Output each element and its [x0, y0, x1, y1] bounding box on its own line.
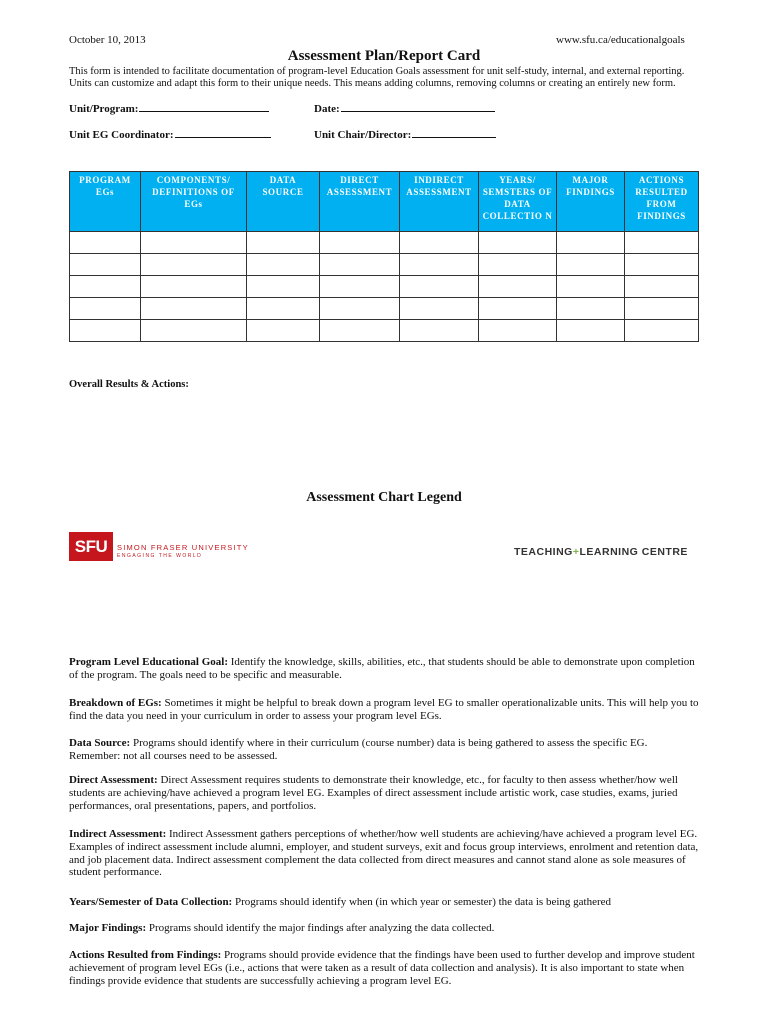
table-row [70, 320, 699, 342]
table-cell[interactable] [400, 276, 479, 298]
chair-line[interactable] [412, 127, 496, 138]
tlc-logo-part1: TEACHING [514, 546, 573, 558]
table-cell[interactable] [557, 320, 625, 342]
definition-text: Programs should identify when (in which year or semester) the data is being gathered [234, 896, 612, 908]
definition-term: Data Source: [69, 737, 131, 749]
col-direct-assessment: DIRECT ASSESSMENT [320, 172, 400, 232]
table-cell[interactable] [400, 232, 479, 254]
sfu-logo-tagline: ENGAGING THE WORLD [117, 553, 203, 559]
chair-field [314, 127, 496, 141]
legend-title: Assessment Chart Legend [306, 490, 462, 505]
table-cell[interactable] [479, 276, 557, 298]
definition-item [69, 922, 699, 935]
table-cell[interactable] [479, 254, 557, 276]
col-major-findings: MAJOR FINDINGS [557, 172, 625, 232]
table-cell[interactable] [141, 298, 247, 320]
table-cell[interactable] [247, 320, 320, 342]
definition-term: Program Level Educational Goal: [69, 656, 228, 668]
definition-item [69, 697, 699, 723]
table-cell[interactable] [247, 254, 320, 276]
table-cell[interactable] [141, 276, 247, 298]
table-cell[interactable] [70, 320, 141, 342]
date-label: Date: [314, 103, 340, 115]
table-cell[interactable] [479, 298, 557, 320]
table-cell[interactable] [70, 276, 141, 298]
table-cell[interactable] [557, 232, 625, 254]
header-date: October 10, 2013 [69, 34, 146, 46]
definition-term: Breakdown of EGs: [69, 697, 162, 709]
tlc-logo-part2: LEARNING CENTRE [579, 546, 688, 558]
definition-term: Major Findings: [69, 922, 147, 934]
definition-item [69, 896, 699, 909]
table-cell[interactable] [625, 298, 699, 320]
definition-term: Direct Assessment: [69, 774, 158, 786]
table-cell[interactable] [479, 232, 557, 254]
definition-text: Indirect Assessment gathers perceptions of whether/how well students are achieving/have achieved a program level EG. Examples of indirect assessment include alumni, employer, and student surveys, exit and focus group interviews, enrolment and retention data, and job placement data. Indirect assessment complement the data collected from direct measures and cannot stand alone as sole measures of student performance. [69, 828, 699, 879]
col-years-semesters: YEARS/ SEMSTERS OF DATA COLLECTIO N [479, 172, 557, 232]
table-cell[interactable] [625, 276, 699, 298]
coordinator-field [69, 127, 271, 141]
table-cell[interactable] [625, 320, 699, 342]
table-cell[interactable] [247, 298, 320, 320]
table-header-row [70, 172, 699, 232]
definition-item [69, 949, 699, 987]
table-cell[interactable] [70, 232, 141, 254]
table-cell[interactable] [247, 232, 320, 254]
table-cell[interactable] [247, 276, 320, 298]
definition-item [69, 737, 699, 763]
table-cell[interactable] [400, 298, 479, 320]
overall-results-label: Overall Results & Actions: [69, 379, 189, 390]
table-cell[interactable] [557, 298, 625, 320]
coordinator-label: Unit EG Coordinator: [69, 129, 174, 141]
sfu-logo-name: SIMON FRASER UNIVERSITY [117, 543, 249, 552]
col-components: COMPONENTS/ DEFINITIONS OF EGs [141, 172, 247, 232]
table-row [70, 276, 699, 298]
definition-text: Identify the knowledge, skills, abilities, etc., that students should be able to demonstrate upon completion of the program. The goals need to be specific and measurable. [69, 656, 695, 681]
table-cell[interactable] [557, 254, 625, 276]
table-cell[interactable] [320, 232, 400, 254]
definition-item [69, 828, 699, 879]
definition-term: Actions Resulted from Findings: [69, 949, 222, 961]
definition-text: Programs should provide evidence that the findings have been used to further develop and improve student achievement of program level EGs (i.e., actions that were taken as a result of data collection and analysis). It is also important to state when findings provide evidence that students are successfully achieving a program level EG. [69, 949, 695, 987]
unit-program-field [69, 101, 269, 115]
date-line[interactable] [341, 101, 495, 112]
definition-item [69, 656, 699, 682]
definition-text: Sometimes it might be helpful to break down a program level EG to smaller operationalizable units. This will help you to find the data you need in your curriculum in order to assess your program level EGs. [69, 697, 699, 722]
col-data-source: DATA SOURCE [247, 172, 320, 232]
table-cell[interactable] [320, 320, 400, 342]
col-program-egs: PROGRAM EGs [70, 172, 141, 232]
table-cell[interactable] [320, 254, 400, 276]
definition-text: Programs should identify where in their curriculum (course number) data is being gathered to assess the specific EG. Remember: not all courses need to be assessed. [69, 737, 648, 762]
table-row [70, 232, 699, 254]
table-cell[interactable] [141, 254, 247, 276]
header-url[interactable]: www.sfu.ca/educationalgoals [556, 34, 685, 46]
table-cell[interactable] [625, 232, 699, 254]
definition-term: Indirect Assessment: [69, 828, 167, 840]
definition-term: Years/Semester of Data Collection: [69, 896, 233, 908]
chair-label: Unit Chair/Director: [314, 129, 412, 141]
table-cell[interactable] [141, 232, 247, 254]
table-cell[interactable] [625, 254, 699, 276]
table-row [70, 298, 699, 320]
assessment-plan-table [69, 171, 699, 342]
table-cell[interactable] [320, 276, 400, 298]
page-title: Assessment Plan/Report Card [287, 48, 481, 64]
table-cell[interactable] [557, 276, 625, 298]
table-cell[interactable] [400, 254, 479, 276]
plus-icon: + [572, 546, 580, 558]
definition-text: Direct Assessment requires students to demonstrate their knowledge, etc., for faculty to then assess whether/how well students are achieving/have achieved a program level EG. Examples of direct assessment include artistic work, case studies, exams, juried performances, oral presentations, papers, and portfolios. [69, 774, 678, 812]
table-cell[interactable] [479, 320, 557, 342]
tlc-logo [514, 546, 688, 558]
table-cell[interactable] [141, 320, 247, 342]
col-actions: ACTIONS RESULTED FROM FINDINGS [625, 172, 699, 232]
table-cell[interactable] [400, 320, 479, 342]
definition-item [69, 774, 699, 812]
unit-program-label: Unit/Program: [69, 103, 139, 115]
table-cell[interactable] [70, 254, 141, 276]
coordinator-line[interactable] [175, 127, 271, 138]
intro-text: This form is intended to facilitate documentation of program-level Education Goals assessment for unit self-study, internal, and external reporting. Units can customize and adapt this form to their unique needs. This means adding columns, removing columns or creating an entirely new form. [69, 66, 685, 89]
col-indirect-assessment: INDIRECT ASSESSMENT [400, 172, 479, 232]
table-cell[interactable] [320, 298, 400, 320]
definition-text: Programs should identify the major findings after analyzing the data collected. [148, 922, 495, 934]
date-field [314, 101, 495, 115]
table-row [70, 254, 699, 276]
sfu-logo-mark: SFU [69, 532, 113, 561]
table-cell[interactable] [70, 298, 141, 320]
unit-program-line[interactable] [139, 101, 269, 112]
